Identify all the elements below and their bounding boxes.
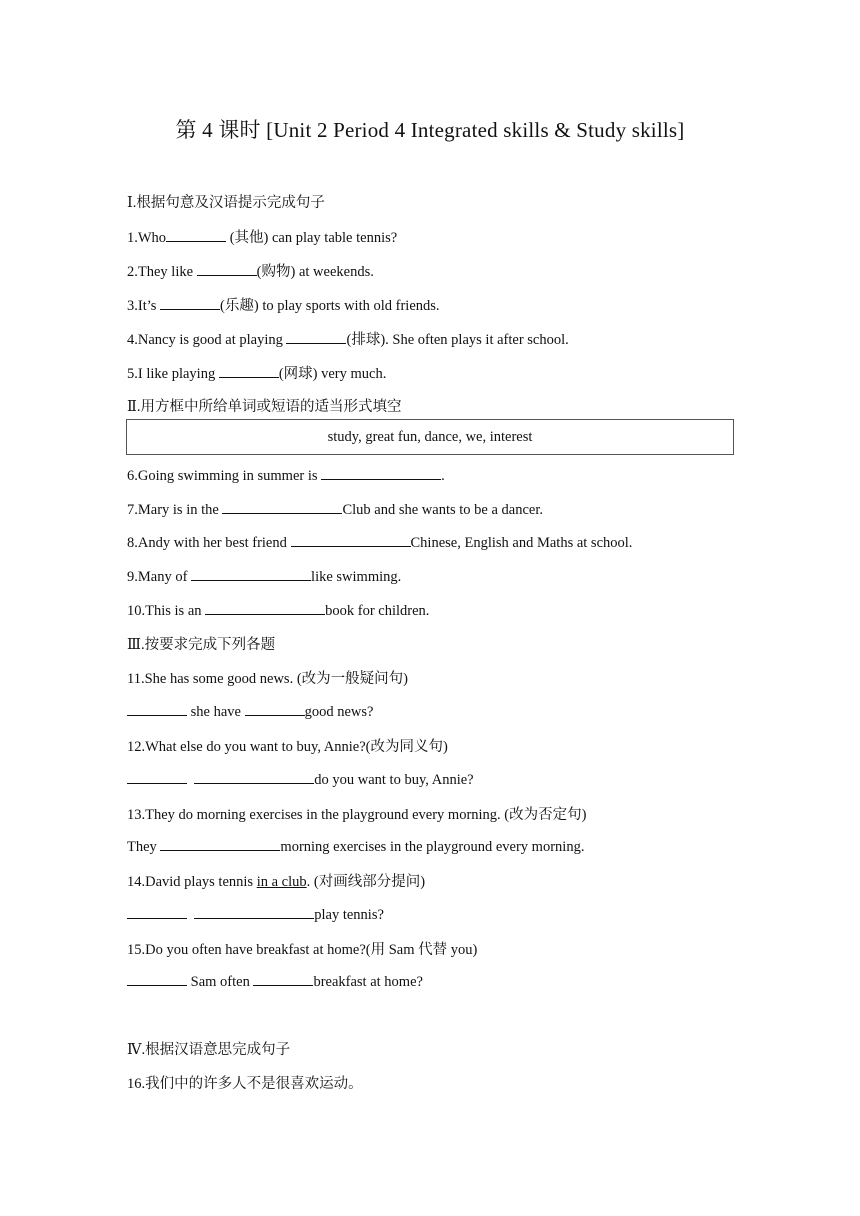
question-10-text: 10.This is an [127, 603, 206, 619]
answer-blank[interactable] [191, 566, 311, 581]
question-9-end: like swimming. [311, 569, 402, 585]
answer-blank[interactable] [127, 971, 187, 986]
answer-blank[interactable] [286, 329, 346, 344]
question-2 [127, 260, 374, 281]
answer-blank[interactable] [127, 904, 187, 919]
question-15-prompt: 15.Do you often have breakfast at home?(用 Sam 代替 you) [127, 942, 478, 958]
question-15-answer [127, 971, 423, 991]
answer-text: she have [187, 704, 245, 720]
question-6-end: . [441, 468, 445, 484]
answer-blank[interactable] [205, 600, 325, 615]
answer-blank[interactable] [197, 261, 257, 276]
question-3 [127, 294, 440, 315]
answer-text: Sam often [187, 974, 254, 990]
question-4 [127, 328, 569, 349]
answer-blank[interactable] [219, 363, 279, 378]
question-12-prompt: 12.What else do you want to buy, Annie?(改为同义句) [127, 739, 448, 755]
question-6-text: 6.Going swimming in summer is [127, 468, 322, 484]
answer-blank[interactable] [222, 499, 342, 514]
answer-text: do you want to buy, Annie? [314, 772, 474, 788]
question-2-hint: (购物) at weekends. [256, 264, 374, 280]
question-1-text: 1.Who [127, 230, 167, 246]
question-11-prompt: 11.She has some good news. (改为一般疑问句) [127, 671, 408, 687]
answer-blank[interactable] [321, 465, 441, 480]
answer-text: good news? [304, 704, 374, 720]
question-9 [127, 566, 401, 586]
question-14-prompt [127, 870, 425, 891]
question-1 [127, 226, 397, 247]
answer-blank[interactable] [127, 769, 187, 784]
prompt-text: . (对画线部分提问) [306, 874, 426, 890]
question-7-end: Club and she wants to be a dancer. [342, 502, 543, 518]
answer-text: play tennis? [314, 907, 384, 923]
page-title: 第 4 课时 [Unit 2 Period 4 Integrated skills & Study skills] [175, 118, 685, 142]
answer-blank[interactable] [245, 701, 305, 716]
answer-blank[interactable] [127, 701, 187, 716]
question-5 [127, 362, 386, 383]
question-11-answer [127, 701, 373, 721]
question-7-text: 7.Mary is in the [127, 502, 223, 518]
answer-blank[interactable] [253, 971, 313, 986]
question-12-answer [127, 769, 474, 789]
answer-blank[interactable] [160, 836, 280, 851]
question-4-hint: (排球). She often plays it after school. [346, 332, 569, 348]
question-5-hint: (网球) very much. [278, 366, 387, 382]
question-8 [127, 532, 632, 552]
section-2-heading: Ⅱ.用方框中所给单词或短语的适当形式填空 [127, 399, 402, 415]
prompt-text: 14.David plays tennis [127, 874, 257, 890]
question-13-prompt: 13.They do morning exercises in the playground every morning. (改为否定句) [127, 807, 587, 823]
answer-text: They [127, 839, 161, 855]
section-1-heading: Ⅰ.根据句意及汉语提示完成句子 [127, 195, 325, 211]
answer-text: breakfast at home? [313, 974, 423, 990]
underlined-phrase: in a club [256, 874, 307, 890]
question-2-text: 2.They like [127, 264, 197, 280]
answer-blank[interactable] [160, 295, 220, 310]
question-10 [127, 600, 429, 620]
question-3-text: 3.It’s [127, 298, 161, 314]
question-10-end: book for children. [325, 603, 430, 619]
question-16-prompt: 16.我们中的许多人不是很喜欢运动。 [127, 1076, 363, 1092]
question-7 [127, 499, 543, 519]
question-4-text: 4.Nancy is good at playing [127, 332, 287, 348]
answer-blank[interactable] [291, 532, 411, 547]
question-6 [127, 465, 445, 485]
answer-blank[interactable] [166, 227, 226, 242]
question-3-hint: (乐趣) to play sports with old friends. [220, 298, 440, 314]
question-5-text: 5.I like playing [127, 366, 219, 382]
answer-blank[interactable] [194, 904, 314, 919]
question-14-answer [127, 904, 384, 924]
word-box: study, great fun, dance, we, interest [126, 419, 734, 455]
section-3-heading: Ⅲ.按要求完成下列各题 [127, 637, 276, 653]
question-8-text: 8.Andy with her best friend [127, 535, 291, 551]
question-1-hint: (其他) can play table tennis? [226, 230, 398, 246]
answer-text: morning exercises in the playground every morning. [280, 839, 585, 855]
section-4-heading: Ⅳ.根据汉语意思完成句子 [127, 1042, 291, 1058]
question-8-end: Chinese, English and Maths at school. [410, 535, 633, 551]
question-9-text: 9.Many of [127, 569, 192, 585]
answer-blank[interactable] [194, 769, 314, 784]
question-13-answer [127, 836, 584, 856]
